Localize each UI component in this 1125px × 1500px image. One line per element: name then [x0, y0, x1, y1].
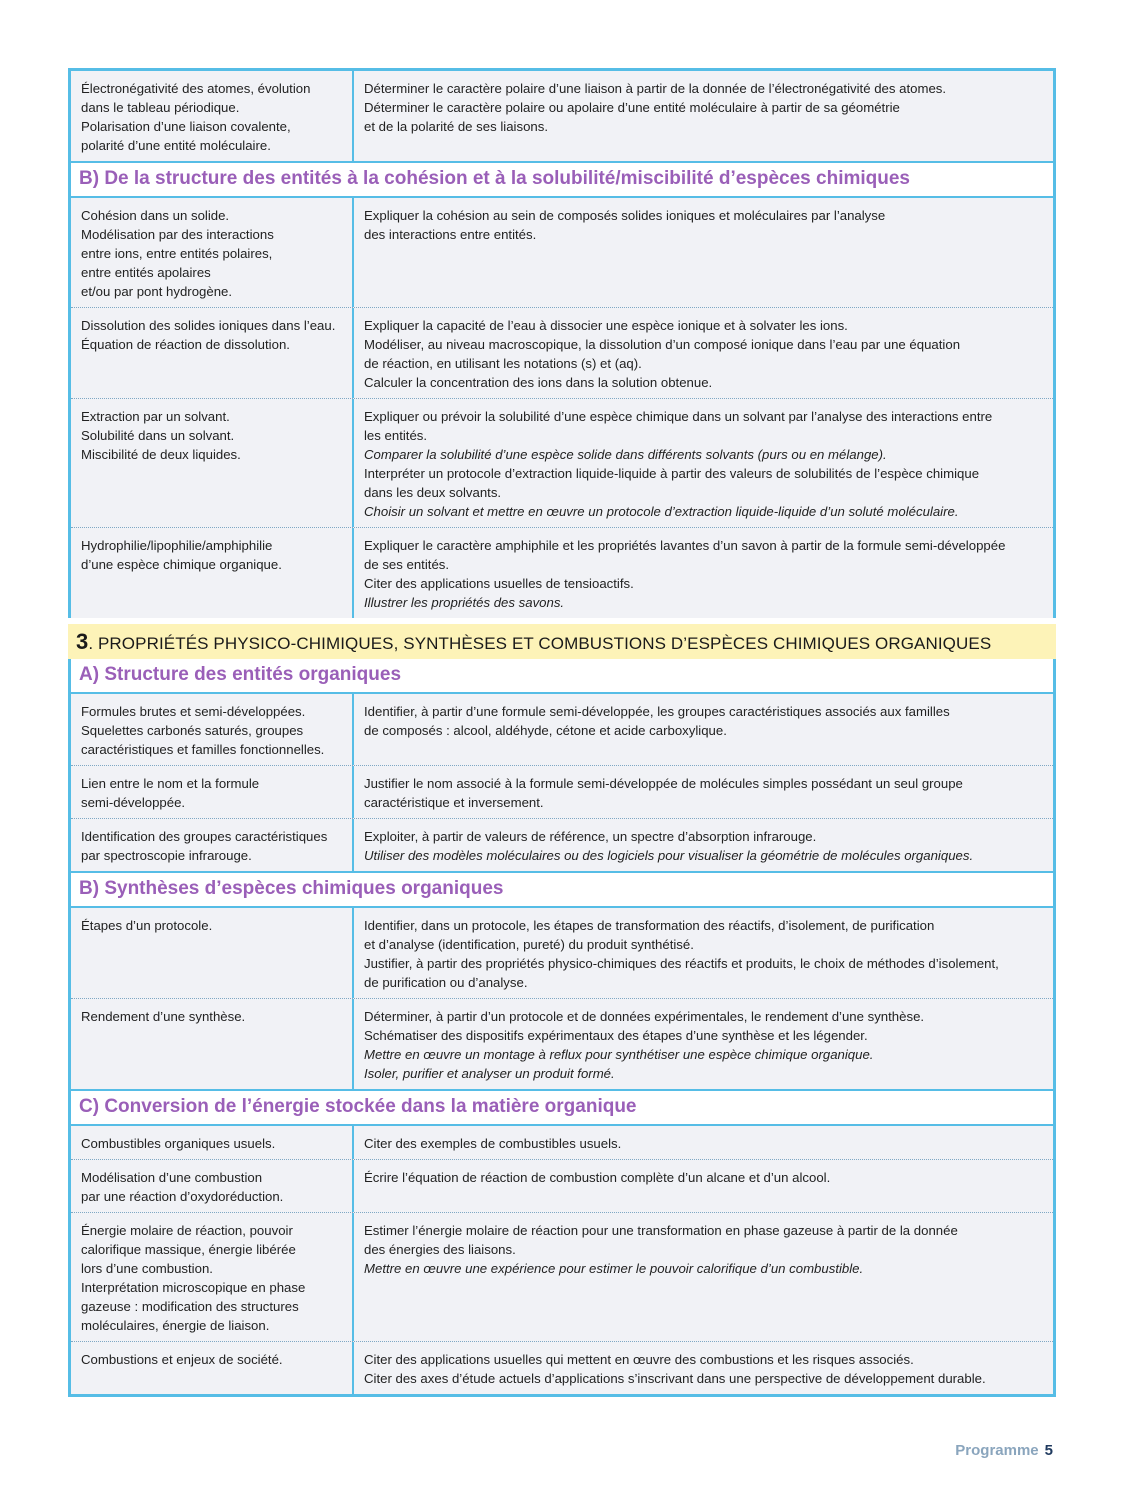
text-line: des interactions entre entités.: [364, 227, 537, 242]
text-line: Expliquer la cohésion au sein de composés solides ioniques et moléculaires par l’analyse: [364, 208, 886, 223]
knowledge-cell: [71, 1213, 354, 1341]
text-line: et/ou par pont hydrogène.: [81, 284, 233, 299]
skills-cell: [354, 1126, 1053, 1159]
text-line: Étapes d’un protocole.: [81, 918, 213, 933]
text-line: Modélisation d’une combustion: [81, 1170, 263, 1185]
subsection-title-organic-structure: A) Structure des entités organiques: [68, 659, 1056, 694]
text-line: Polarisation d’une liaison covalente,: [81, 119, 291, 134]
text-line: des énergies des liaisons.: [364, 1242, 516, 1257]
text-line: et d’analyse (identification, pureté) du produit synthétisé.: [364, 937, 694, 952]
table-row: [71, 694, 1053, 765]
text-line: dans les deux solvants.: [364, 485, 502, 500]
text-line: Lien entre le nom et la formule: [81, 776, 260, 791]
skills-cell: [354, 1213, 1053, 1341]
text-line: caractéristique et inversement.: [364, 795, 544, 810]
text-line: Comparer la solubilité d’une espèce solide dans différents solvants (purs ou en mélange).: [364, 447, 887, 462]
skills-cell: [354, 908, 1053, 998]
programme-document: [68, 68, 1056, 1397]
text-line: moléculaires, énergie de liaison.: [81, 1318, 270, 1333]
table-row: [71, 307, 1053, 398]
knowledge-cell: [71, 71, 354, 161]
text-line: Utiliser des modèles moléculaires ou des logiciels pour visualiser la géométrie de molécules organiques.: [364, 848, 974, 863]
knowledge-cell: [71, 908, 354, 998]
text-line: caractéristiques et familles fonctionnelles.: [81, 742, 325, 757]
table-block-polarity: [68, 68, 1056, 161]
text-line: Formules brutes et semi-développées.: [81, 704, 306, 719]
knowledge-cell: [71, 766, 354, 818]
text-line: Interpréter un protocole d’extraction liquide-liquide à partir des valeurs de solubilités de l’espèce chimique: [364, 466, 980, 481]
knowledge-cell: [71, 1342, 354, 1394]
table-block-energy-conversion: [68, 1126, 1056, 1397]
skills-cell: [354, 71, 1053, 161]
text-line: Expliquer le caractère amphiphile et les propriétés lavantes d’un savon à partir de la formule semi-développée: [364, 538, 1006, 553]
text-line: de composés : alcool, aldéhyde, cétone et acide carboxylique.: [364, 723, 727, 738]
text-line: Extraction par un solvant.: [81, 409, 230, 424]
text-line: par une réaction d’oxydoréduction.: [81, 1189, 284, 1204]
text-line: Identifier, dans un protocole, les étapes de transformation des réactifs, d’isolement, de purification: [364, 918, 935, 933]
text-line: par spectroscopie infrarouge.: [81, 848, 252, 863]
page-footer: [955, 1442, 1053, 1459]
table-row: [71, 198, 1053, 307]
table-row: [71, 1159, 1053, 1212]
skills-cell: [354, 819, 1053, 871]
text-line: Illustrer les propriétés des savons.: [364, 595, 565, 610]
text-line: de purification ou d’analyse.: [364, 975, 528, 990]
section-heading-3: [68, 624, 1056, 659]
skills-cell: [354, 999, 1053, 1089]
text-line: polarité d’une entité moléculaire.: [81, 138, 271, 153]
knowledge-cell: [71, 198, 354, 307]
text-line: Choisir un solvant et mettre en œuvre un protocole d’extraction liquide-liquide d’un soluté moléculaire.: [364, 504, 959, 519]
text-line: Combustions et enjeux de société.: [81, 1352, 283, 1367]
text-line: Combustibles organiques usuels.: [81, 1136, 276, 1151]
text-line: dans le tableau périodique.: [81, 100, 240, 115]
skills-cell: [354, 198, 1053, 307]
text-line: Équation de réaction de dissolution.: [81, 337, 290, 352]
text-line: Citer des applications usuelles qui mettent en œuvre des combustions et les risques associés.: [364, 1352, 914, 1367]
table-row: [71, 398, 1053, 527]
text-line: Identification des groupes caractéristiques: [81, 829, 328, 844]
skills-cell: [354, 1342, 1053, 1394]
knowledge-cell: [71, 528, 354, 618]
text-line: Déterminer le caractère polaire ou apolaire d’une entité moléculaire à partir de sa géométrie: [364, 100, 900, 115]
skills-cell: [354, 1160, 1053, 1212]
section-number: 3: [76, 629, 89, 654]
table-row: [71, 1126, 1053, 1159]
table-row: [71, 1341, 1053, 1394]
table-block-cohesion-solubility: [68, 198, 1056, 618]
text-line: de réaction, en utilisant les notations (s) et (aq).: [364, 356, 642, 371]
text-line: Schématiser des dispositifs expérimentaux des étapes d’une synthèse et les légender.: [364, 1028, 868, 1043]
knowledge-cell: [71, 399, 354, 527]
text-line: Expliquer ou prévoir la solubilité d’une espèce chimique dans un solvant par l’analyse des interactions entre: [364, 409, 993, 424]
text-line: Solubilité dans un solvant.: [81, 428, 235, 443]
text-line: Citer des applications usuelles de tensioactifs.: [364, 576, 634, 591]
text-line: Citer des axes d’étude actuels d’applications s’inscrivant dans une perspective de développement durable.: [364, 1371, 986, 1386]
subsection-title-energy-conversion: C) Conversion de l’énergie stockée dans la matière organique: [68, 1089, 1056, 1126]
text-line: Justifier, à partir des propriétés physico-chimiques des réactifs et produits, le choix de méthodes d’isolement,: [364, 956, 999, 971]
table-row: [71, 1212, 1053, 1341]
text-line: Déterminer le caractère polaire d’une liaison à partir de la donnée de l’électronégativité des atomes.: [364, 81, 947, 96]
text-line: Calculer la concentration des ions dans la solution obtenue.: [364, 375, 713, 390]
text-line: Dissolution des solides ioniques dans l’eau.: [81, 318, 336, 333]
knowledge-cell: [71, 694, 354, 765]
text-line: Isoler, purifier et analyser un produit formé.: [364, 1066, 615, 1081]
knowledge-cell: [71, 308, 354, 398]
text-line: Exploiter, à partir de valeurs de référence, un spectre d’absorption infrarouge.: [364, 829, 817, 844]
table-block-organic-structure: [68, 694, 1056, 871]
text-line: Modéliser, au niveau macroscopique, la dissolution d’un composé ionique dans l’eau par une équation: [364, 337, 961, 352]
text-line: gazeuse : modification des structures: [81, 1299, 299, 1314]
knowledge-cell: [71, 1126, 354, 1159]
text-line: Mettre en œuvre un montage à reflux pour synthétiser une espèce chimique organique.: [364, 1047, 874, 1062]
text-line: Citer des exemples de combustibles usuels.: [364, 1136, 622, 1151]
text-line: Énergie molaire de réaction, pouvoir: [81, 1223, 293, 1238]
table-row: [71, 765, 1053, 818]
text-line: et de la polarité de ses liaisons.: [364, 119, 549, 134]
text-line: de ses entités.: [364, 557, 450, 572]
text-line: Justifier le nom associé à la formule semi-développée de molécules simples possédant un seul groupe: [364, 776, 963, 791]
text-line: calorifique massique, énergie libérée: [81, 1242, 296, 1257]
table-row: [71, 998, 1053, 1089]
skills-cell: [354, 308, 1053, 398]
text-line: Cohésion dans un solide.: [81, 208, 230, 223]
subsection-title-organic-synthesis: B) Synthèses d’espèces chimiques organiques: [68, 871, 1056, 908]
subsection-title-cohesion-solubility: B) De la structure des entités à la cohésion et à la solubilité/miscibilité d’espèces chimiques: [68, 161, 1056, 198]
knowledge-cell: [71, 999, 354, 1089]
text-line: Estimer l’énergie molaire de réaction pour une transformation en phase gazeuse à partir de la donnée: [364, 1223, 958, 1238]
text-line: semi-développée.: [81, 795, 186, 810]
text-line: Rendement d’une synthèse.: [81, 1009, 246, 1024]
table-block-organic-synthesis: [68, 908, 1056, 1089]
text-line: Interprétation microscopique en phase: [81, 1280, 306, 1295]
text-line: entre ions, entre entités polaires,: [81, 246, 273, 261]
footer-label: Programme: [955, 1442, 1039, 1459]
text-line: Expliquer la capacité de l’eau à dissocier une espèce ionique et à solvater les ions.: [364, 318, 848, 333]
skills-cell: [354, 528, 1053, 618]
text-line: lors d’une combustion.: [81, 1261, 213, 1276]
skills-cell: [354, 766, 1053, 818]
text-line: Miscibilité de deux liquides.: [81, 447, 241, 462]
table-row: [71, 527, 1053, 618]
knowledge-cell: [71, 819, 354, 871]
table-row: [71, 71, 1053, 161]
table-row: [71, 818, 1053, 871]
page-number: 5: [1044, 1442, 1053, 1459]
text-line: Identifier, à partir d’une formule semi-développée, les groupes caractéristiques associés aux familles: [364, 704, 950, 719]
text-line: Squelettes carbonés saturés, groupes: [81, 723, 304, 738]
text-line: Déterminer, à partir d’un protocole et de données expérimentales, le rendement d’une synthèse.: [364, 1009, 925, 1024]
text-line: d’une espèce chimique organique.: [81, 557, 282, 572]
text-line: les entités.: [364, 428, 428, 443]
text-line: Électronégativité des atomes, évolution: [81, 81, 311, 96]
section-title: . PROPRIÉTÉS PHYSICO-CHIMIQUES, SYNTHÈSES ET COMBUSTIONS D’ESPÈCES CHIMIQUES ORGANIQUES: [88, 634, 992, 653]
text-line: Hydrophilie/lipophilie/amphiphilie: [81, 538, 273, 553]
text-line: Mettre en œuvre une expérience pour estimer le pouvoir calorifique d’un combustible.: [364, 1261, 864, 1276]
text-line: entre entités apolaires: [81, 265, 211, 280]
skills-cell: [354, 399, 1053, 527]
text-line: Modélisation par des interactions: [81, 227, 274, 242]
knowledge-cell: [71, 1160, 354, 1212]
text-line: Écrire l’équation de réaction de combustion complète d’un alcane et d’un alcool.: [364, 1170, 831, 1185]
skills-cell: [354, 694, 1053, 765]
table-row: [71, 908, 1053, 998]
